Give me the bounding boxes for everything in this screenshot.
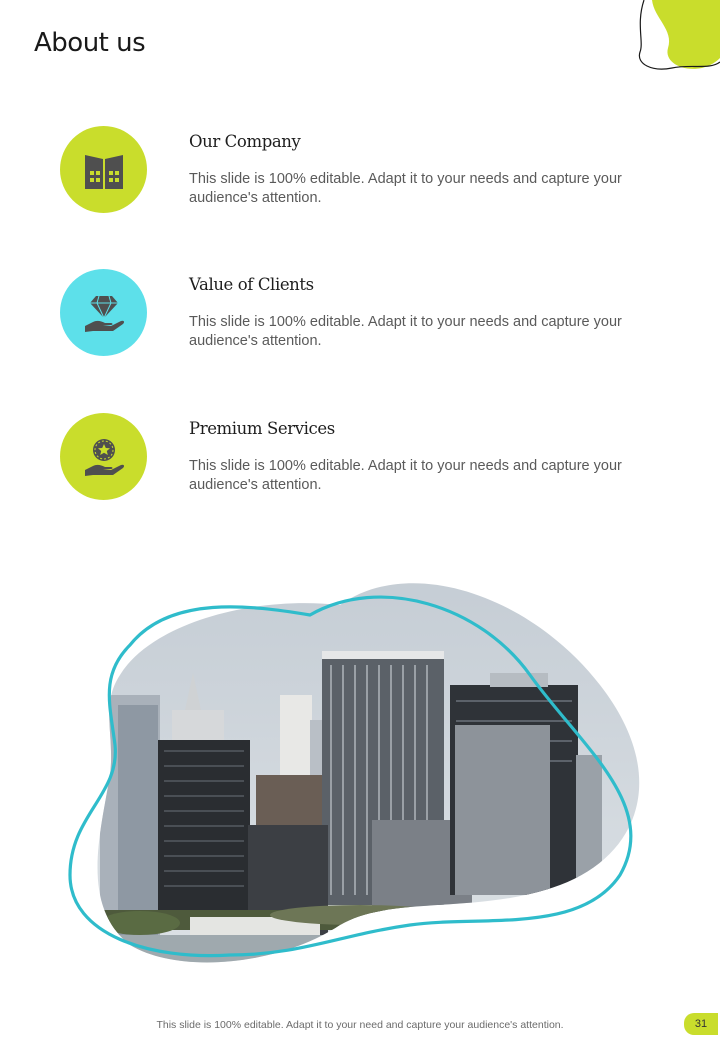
feature-description: This slide is 100% editable. Adapt it to your needs and capture your audience's attention. [189,171,622,206]
footer-text: This slide is 100% editable. Adapt it to your need and capture your audience's attention. [156,1019,564,1031]
feature-icon-circle [60,413,147,500]
feature-description: This slide is 100% editable. Adapt it to your needs and capture your audience's attention. [189,458,622,493]
city-skyline-photo [60,555,670,985]
page-number-badge: 31 [684,1013,718,1035]
page-title: About us [34,28,146,58]
diamond-hand-icon [81,290,127,336]
feature-description: This slide is 100% editable. Adapt it to your needs and capture your audience's attention. [189,314,622,349]
feature-title: Our Company [189,132,301,151]
badge-hand-icon [81,434,127,480]
feature-title: Value of Clients [189,275,314,294]
feature-our-company [60,126,640,216]
corner-decoration [630,0,720,80]
feature-title: Premium Services [189,419,335,438]
feature-icon-circle [60,126,147,213]
buildings-icon [81,147,127,193]
feature-value-of-clients [60,269,640,359]
feature-icon-circle [60,269,147,356]
feature-premium-services [60,413,640,503]
